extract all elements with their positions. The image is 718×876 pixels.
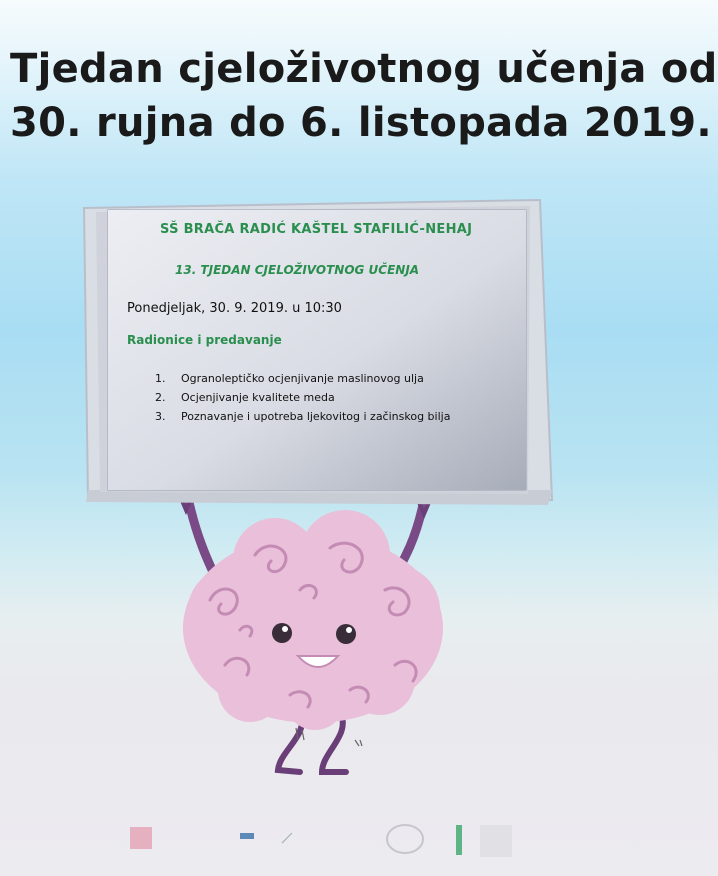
workshop-list [155, 369, 450, 426]
logo-strip-icon [0, 815, 620, 865]
list-item [155, 388, 450, 407]
book-sign-icon [84, 200, 552, 505]
list-item [155, 407, 450, 426]
poster-title [10, 42, 718, 150]
list-item-number: 2. [155, 391, 166, 404]
event-week-heading: 13. TJEDAN CJELOŽIVOTNOG UČENJA [175, 263, 420, 277]
list-item-text: Poznavanje i upotreba ljekovitog i začinskog bilja [181, 410, 451, 423]
list-item-number: 1. [155, 372, 166, 385]
event-date: Ponedjeljak, 30. 9. 2019. u 10:30 [127, 301, 342, 316]
list-item-text: Ocjenjivanje kvalitete meda [181, 391, 335, 404]
list-item-text: Ogranoleptičko ocjenjivanje maslinovog ulja [181, 372, 424, 385]
school-name: SŠ BRAČA RADIĆ KAŠTEL STAFILIĆ-NEHAJ [160, 222, 473, 237]
poster-title-line-2: 30. rujna do 6. listopada 2019. [10, 100, 712, 146]
list-item-number: 3. [155, 410, 166, 423]
list-item [155, 369, 450, 388]
section-heading: Radionice i predavanje [127, 333, 282, 347]
poster-title-line-1: Tjedan cjeloživotnog učenja od [10, 46, 718, 92]
